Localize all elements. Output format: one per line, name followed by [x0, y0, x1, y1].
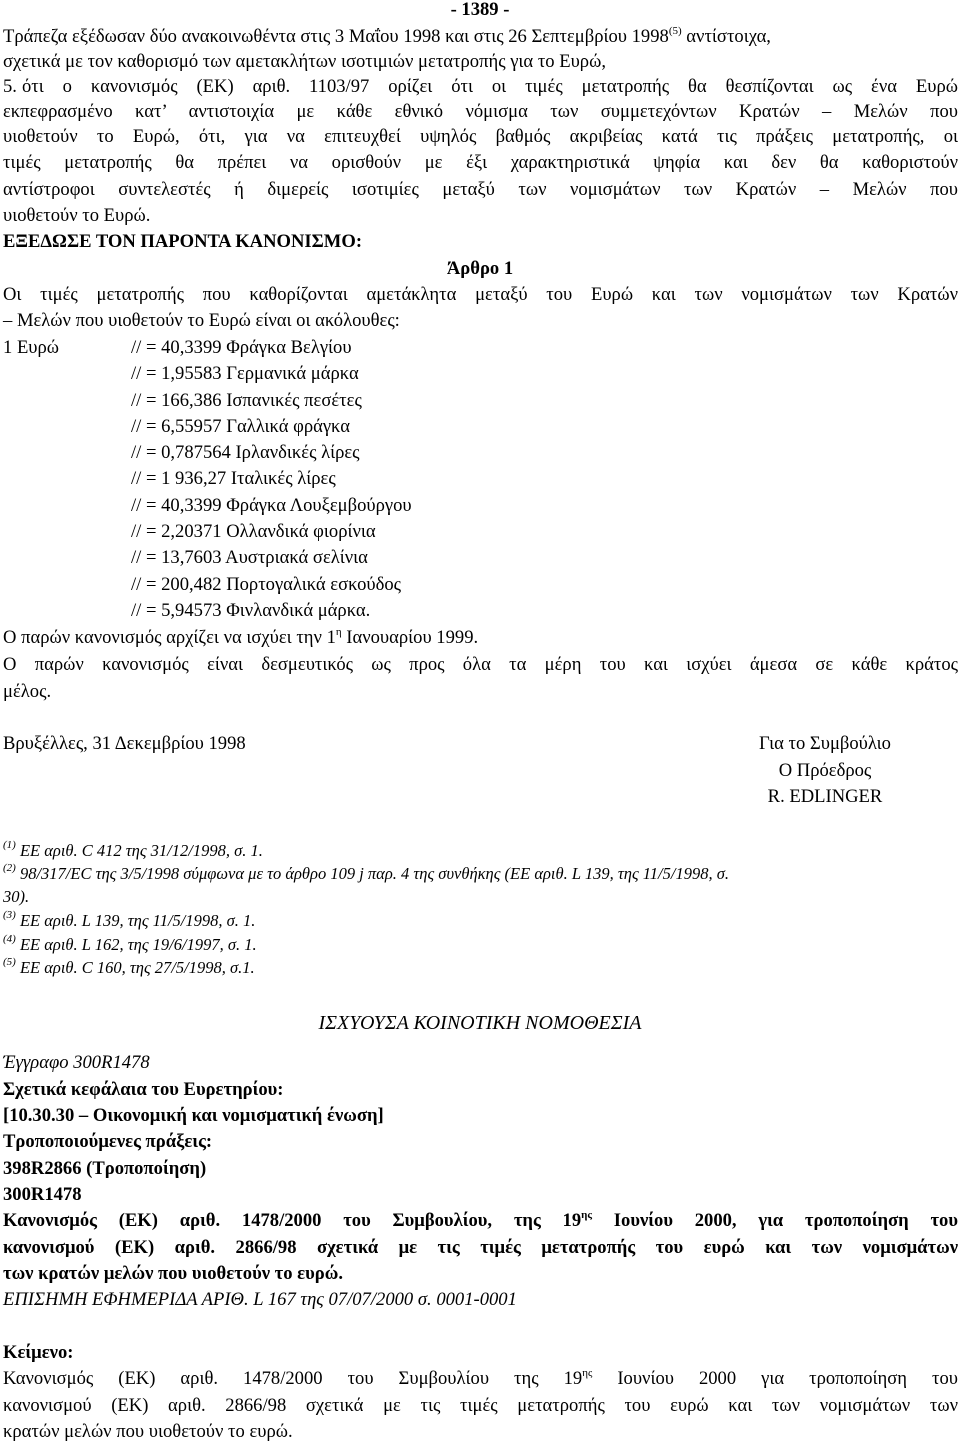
footnote-text: 98/317/ΕC της 3/5/1998 σύμφωνα με το άρθρο 109 j παρ. 4 της συνθήκης (ΕΕ αριθ. L 139, της 11/5/1998, σ. [15, 864, 729, 883]
text-line-3: κρατών μελών που υιοθετούν το ευρώ. [3, 1421, 293, 1442]
footnote-text: ΕΕ αριθ. C 160, της 27/5/1998, σ.1. [15, 958, 255, 977]
amended-heading: Τροποποιούμενες πράξεις: [3, 1131, 213, 1152]
point-5-line-3: υιοθετούν το Ευρώ, ότι, για να επιτευχθεί υψηλός βαθμός ακριβείας κατά τις πράξεις μετατροπής, οι [3, 126, 958, 147]
rate-row: // = 166,386 Ισπανικές πεσέτες [131, 390, 362, 411]
footnote-5 [3, 958, 255, 978]
rate-row: // = 40,3399 Φράγκα Βελγίου [131, 337, 352, 358]
rate-row: // = 1,95583 Γερμανικά μάρκα [131, 363, 359, 384]
index-heading: Σχετικά κεφάλαια του Ευρετηρίου: [3, 1079, 284, 1100]
entry-into-force [3, 628, 478, 648]
journal-reference: ΕΠΙΣΗΜΗ ΕΦΗΜΕΡΙΔΑ ΑΡΙΘ. L 167 της 07/07/2000 σ. 0001-0001 [3, 1289, 517, 1310]
intro-line-1 [3, 27, 771, 47]
text-body-end: Ιουνίου 2000 για τροποποίηση του [592, 1368, 958, 1389]
place-date: Βρυξέλλες, 31 Δεκεμβρίου 1998 [3, 733, 246, 754]
footnote-number: (5) [3, 956, 16, 968]
regulation-title-line-2: κανονισμού (ΕΚ) αριθ. 2866/98 σχετικά με τις τιμές μετατροπής του ευρώ και των νομισμάτων [3, 1237, 958, 1258]
article-title: Άρθρο 1 [446, 258, 514, 279]
rate-row: // = 1 936,27 Ιταλικές λίρες [131, 468, 336, 489]
rate-row: // = 0,787564 Ιρλανδικές λίρες [131, 442, 360, 463]
regulation-title-line-1 [3, 1211, 958, 1231]
footnote-number: (1) [3, 839, 16, 851]
rate-row: // = 40,3399 Φράγκα Λουξεμβούργου [131, 495, 412, 516]
intro-text-end: αντίστοιχα, [681, 26, 771, 47]
entry-text: Ο παρών κανονισμός αρχίζει να ισχύει την 1 [3, 627, 336, 648]
rate-row: // = 200,482 Πορτογαλικά εσκούδος [131, 574, 402, 595]
point-5-line-1: ότι ο κανονισμός (ΕΚ) αριθ. 1103/97 ορίζει ότι οι τιμές μετατροπής θα θεσπίζονται ως ένα Ευρώ [22, 76, 958, 97]
ordinal-suffix: ης [582, 1367, 593, 1379]
entry-text-end: Ιανουαρίου 1999. [341, 627, 479, 648]
footnote-number: (4) [3, 933, 16, 945]
document-id: Έγγραφο 300R1478 [3, 1052, 150, 1073]
section-heading: ΙΣΧΥΟΥΣΑ ΚΟΙΝΟΤΙΚΗ ΝΟΜΟΘΕΣΙΑ [318, 1012, 642, 1034]
footnote-3 [3, 911, 255, 931]
ordinal-suffix: η [335, 626, 342, 638]
ordinal-suffix: ης [581, 1209, 593, 1221]
binding-line-2: μέλος. [3, 681, 52, 702]
rate-row: // = 13,7603 Αυστριακά σελίνια [131, 547, 368, 568]
intro-text: Τράπεζα εξέδωσαν δύο ανακοινωθέντα στις 3 Μαΐου 1998 και στις 26 Σεπτεμβρίου 1998 [3, 26, 669, 47]
signature-role: Ο Πρόεδρος [778, 760, 872, 781]
point-5-line-5: αντίστροφοι συντελεστές ή διμερείς ισοτιμίες μεταξύ των νομισμάτων των Κρατών – Μελών που [3, 179, 958, 200]
intro-line-2: σχετικά με τον καθορισμό των αμετακλήτων ισοτιμιών μετατροπής για το Ευρώ, [3, 51, 606, 72]
rate-row: // = 2,20371 Ολλανδικά φιορίνια [131, 521, 376, 542]
binding-line-1: Ο παρών κανονισμός είναι δεσμευτικός ως προς όλα τα μέρη του και ισχύει άμεσα σε κάθε κράτος [3, 654, 958, 675]
footnote-text: ΕΕ αριθ. L 139, της 11/5/1998, σ. 1. [15, 911, 256, 930]
index-item: [10.30.30 – Οικονομική και νομισματική ένωση] [3, 1105, 384, 1126]
point-5-line-6: υιοθετούν το Ευρώ. [3, 205, 151, 226]
rate-row: // = 5,94573 Φινλανδικά μάρκα. [131, 600, 371, 621]
signature-name: R. EDLINGER [767, 786, 883, 807]
enacting-formula: ΕΞΕΔΩΣΕ ΤΟΝ ΠΑΡΟΝΤΑ ΚΑΝΟΝΙΣΜΟ: [3, 231, 363, 252]
regulation-code: 300R1478 [3, 1184, 82, 1205]
footnote-text: ΕΕ αριθ. C 412 της 31/12/1998, σ. 1. [15, 841, 263, 860]
regulation-title-text-end: Ιουνίου 2000, για τροποποίηση του [592, 1210, 958, 1231]
point-5-line-4: τιμές μετατροπής θα πρέπει να ορισθούν με έξι χαρακτηριστικά ψηφία και δεν θα καθοριστούν [3, 152, 958, 173]
point-5-number: 5. [3, 76, 17, 97]
text-line-2: κανονισμού (ΕΚ) αριθ. 2866/98 σχετικά με τις τιμές μετατροπής του ευρώ και των νομισμάτων των [3, 1395, 958, 1416]
article-line-2: – Μελών που υιοθετούν το Ευρώ είναι οι ακόλουθες: [3, 310, 400, 331]
footnote-4 [3, 935, 257, 955]
text-line-1 [3, 1369, 958, 1389]
rate-base: 1 Ευρώ [3, 337, 60, 358]
footnote-1 [3, 841, 263, 861]
footnote-2-cont: 30). [3, 887, 30, 906]
regulation-title-text: Κανονισμός (ΕΚ) αριθ. 1478/2000 του Συμβουλίου, της 19 [3, 1210, 582, 1231]
footnote-ref: (5) [668, 25, 682, 37]
footnote-text: ΕΕ αριθ. L 162, της 19/6/1997, σ. 1. [15, 935, 257, 954]
article-line-1: Οι τιμές μετατροπής που καθορίζονται αμετάκλητα μεταξύ του Ευρώ και των νομισμάτων των Κρατών [3, 284, 958, 305]
rate-row: // = 6,55957 Γαλλικά φράγκα [131, 416, 351, 437]
regulation-title-line-3: των κρατών μελών που υιοθετούν το ευρώ. [3, 1263, 343, 1284]
footnote-number: (3) [3, 909, 16, 921]
page-number: - 1389 - [450, 0, 510, 20]
footnote-number: (2) [3, 862, 16, 874]
signature-for: Για το Συμβούλιο [759, 733, 891, 754]
point-5-line-2: εκπεφρασμένο κατ’ αντιστοιχία με κάθε εθνικό νόμισμα των συμμετεχόντων Κρατών – Μελών που [3, 101, 958, 122]
text-heading: Κείμενο: [3, 1342, 74, 1363]
text-body: Κανονισμός (ΕΚ) αριθ. 1478/2000 του Συμβουλίου της 19 [3, 1368, 583, 1389]
footnote-2 [3, 864, 729, 884]
amended-item: 398R2866 (Τροποποίηση) [3, 1158, 207, 1179]
